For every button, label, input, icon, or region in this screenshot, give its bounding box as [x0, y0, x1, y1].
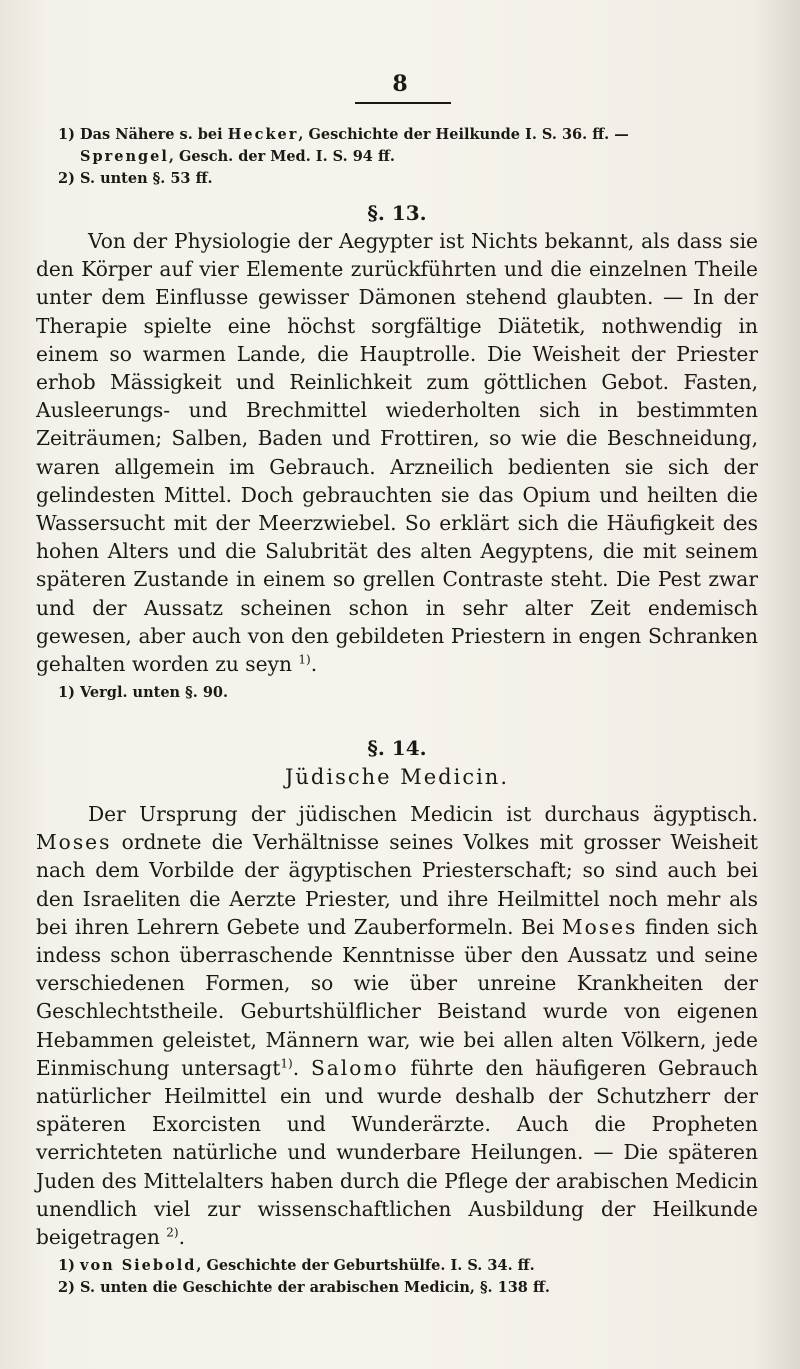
- section-13: [36, 199, 758, 704]
- section-number: §. 13.: [367, 201, 427, 225]
- footnote-reference: 1): [298, 652, 311, 667]
- footnote-marker: 1): [58, 684, 75, 702]
- person-name: Salomo: [310, 1055, 399, 1080]
- author-name: Sprengel: [80, 148, 169, 165]
- footnote-1: [58, 124, 758, 146]
- footnote-text: Das Nähere s. bei: [80, 126, 223, 143]
- footnote-text: , Geschichte der Geburtshülfe. I. S. 34. ff.: [196, 1257, 535, 1275]
- author-name: von Siebold: [80, 1257, 197, 1275]
- footnote-text: S. unten die Geschichte der arabischen Medicin, §. 138 ff.: [80, 1279, 550, 1297]
- footnote-text: S. unten §. 53 ff.: [80, 170, 213, 187]
- footnote-text: , Gesch. der Med. I. S. 94 ff.: [168, 148, 395, 165]
- footnote-1-continued: [58, 146, 758, 168]
- paragraph-text: Der Ursprung der jüdischen Medicin ist durchaus ägyptisch.: [88, 802, 758, 826]
- footnote-2: [58, 168, 758, 190]
- person-name: Moses: [561, 914, 638, 939]
- paragraph-text: finden sich indess schon überraschende Kenntnisse über den Aussatz und seine verschiedenen Formen, so wie über unreine Krankheiten der Geschlechtstheile. Geburtshülflicher Beistand wurde von eigenen Hebammen geleistet, Männern war, wie bei allen alten Völkern, jede Einmischung untersagt: [36, 914, 758, 1080]
- section-14-footnote-2: [36, 1277, 758, 1299]
- section-13-body: [36, 227, 758, 678]
- footnote-text: , Geschichte der Heilkunde I. S. 36. ff. —: [298, 126, 629, 143]
- footnote-text: Vergl. unten §. 90.: [80, 684, 229, 702]
- page-number: 8: [392, 71, 408, 97]
- page-number-rule: [355, 102, 451, 104]
- paragraph-text: führte den häufigeren Gebrauch natürlicher Heilmittel ein und wurde deshalb der Schutzherr der späteren Exorcisten und Wunderärzte. Auch die Propheten verrichteten natürliche und wunderbare Heilungen. — Die späteren Juden des Mittelalters haben durch die Pflege der arabischen Medicin unendlich viel zur wissenschaftlichen Ausbildung der Heilkunde beigetragen: [36, 1055, 759, 1250]
- top-footnotes: [58, 124, 758, 190]
- paragraph-text: .: [178, 1225, 186, 1250]
- section-number: §. 14.: [367, 736, 427, 760]
- section-14: [36, 734, 758, 1299]
- paragraph-text: .: [310, 652, 318, 677]
- section-14-body: [36, 800, 758, 1251]
- footnote-marker: 2): [58, 170, 75, 187]
- paragraph-text: Von der Physiologie der Aegypter ist Nichts bekannt, als dass sie den Körper auf vier Elemente zurückführten und die einzelnen Theile unter dem Einflusse gewisser Dämonen stehend glaubten. — In der Therapie spielte eine höchst sorgfältige Diätetik, nothwendig in einem so warmen Lande, die Hauptrolle. Die Weisheit der Priester erhob Mässigkeit und Reinlichkeit zum göttlichen Gebot. Fasten, Ausleerungs- und Brechmittel wiederholten sich in bestimmten Zeiträumen; Salben, Baden und Frottiren, so wie die Beschneidung, waren allgemein im Gebrauch. Arzneilich bedienten sie sich der gelindesten Mittel. Doch gebrauchten sie das Opium und heilten die Wassersucht mit der Meerzwiebel. So erklärt sich die Häufigkeit des hohen Alters und die Salubrität des alten Aegyptens, die mit seinem späteren Zustande in einem so grellen Contraste steht. Die Pest zwar und der Aussatz scheinen schon in sehr alter Zeit endemisch gewesen, aber auch von den gebildeten Priestern in engen Schranken gehalten worden zu seyn: [36, 229, 758, 677]
- footnote-marker: 1): [58, 126, 75, 143]
- section-13-footnote: [36, 682, 758, 704]
- paragraph-text: .: [292, 1055, 300, 1080]
- footnote-marker: 1): [58, 1257, 75, 1275]
- footnote-reference: 1): [280, 1056, 293, 1071]
- section-14-footnote-1: [36, 1255, 758, 1277]
- paragraph-text: ordnete die Verhältnisse seines Volkes mit grosser Weisheit nach dem Vorbilde der ägyptischen Priesterschaft; so sind auch bei den Israeliten die Aerzte Priester, und ihre Heilmittel noch mehr als bei ihren Lehrern Gebete und Zauberformeln. Bei: [36, 830, 758, 939]
- author-name: Hecker: [227, 126, 299, 143]
- section-title: Jüdische Medicin.: [284, 765, 510, 789]
- person-name: Moses: [36, 830, 112, 855]
- footnote-marker: 2): [58, 1279, 75, 1297]
- footnote-reference: 2): [166, 1225, 179, 1240]
